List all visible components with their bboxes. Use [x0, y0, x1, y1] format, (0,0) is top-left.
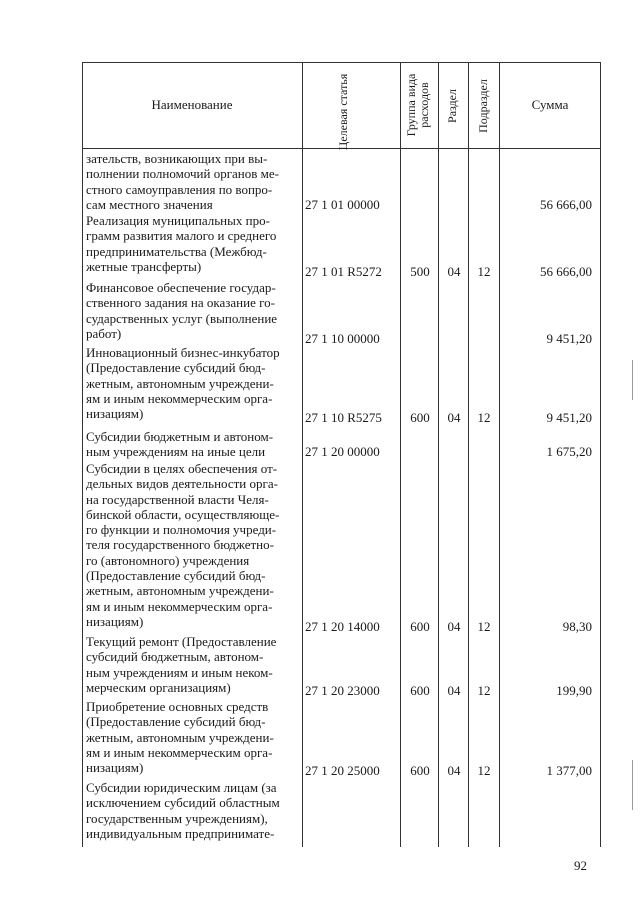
row-sum: 199,90 — [556, 683, 592, 698]
row-group: 500 — [410, 264, 430, 279]
row-podrazdel: 12 — [477, 683, 491, 698]
header-code — [337, 62, 365, 162]
page-number: 92 — [574, 858, 587, 873]
row-group: 600 — [410, 763, 430, 778]
header-group — [405, 62, 433, 148]
header-group-text: Группа вида расходов — [404, 73, 431, 137]
row-code: 27 1 20 00000 — [305, 444, 380, 459]
row-group: 600 — [410, 619, 430, 634]
scan-edge-mark — [632, 760, 633, 810]
row-name: зательств, возникающих при вы- полнении полномочий органов ме- стного самоуправления по вопро- сам местного значения — [86, 151, 279, 212]
row-sum: 1 377,00 — [546, 763, 592, 778]
row-sum: 1 675,20 — [546, 444, 592, 459]
row-razdel: 04 — [447, 619, 461, 634]
header-razdel-text: Раздел — [445, 89, 459, 123]
row-code: 27 1 10 R5275 — [305, 410, 382, 425]
row-group: 600 — [410, 683, 430, 698]
row-sum: 98,30 — [562, 619, 592, 634]
col-border-right — [600, 62, 601, 847]
row-code: 27 1 10 00000 — [305, 331, 380, 346]
header-code-text: Целевая статья — [336, 73, 350, 151]
col-border-name — [302, 62, 303, 847]
row-name: Субсидии в целях обеспечения от- дельных видов деятельности орга- на государственной власти Челя- бинской области, осуществляюще- го функции и полномочия учреди- теля государственного бюджетно- го (автономного) учреждения (Предоставление субсидий бюд- жетным, автономным учреждени- ям и иным некоммерческим орга- низациям) — [86, 461, 280, 629]
header-sum: Сумма — [531, 97, 569, 112]
col-border-razdel — [468, 62, 469, 847]
row-name: Финансовое обеспечение государ- ственного задания на оказание го- сударственных услуг (выполнение работ) — [86, 280, 278, 341]
row-razdel: 04 — [447, 264, 461, 279]
row-razdel: 04 — [447, 763, 461, 778]
col-border-code — [400, 62, 401, 847]
row-podrazdel: 12 — [477, 763, 491, 778]
row-podrazdel: 12 — [477, 264, 491, 279]
header-name: Наименование — [151, 97, 233, 112]
row-name: Инновационный бизнес-инкубатор (Предоставление субсидий бюд- жетным, автономным учреждени- ям и иным некоммерческим орга- низациям) — [86, 345, 280, 422]
row-code: 27 1 20 25000 — [305, 763, 380, 778]
row-code: 27 1 01 00000 — [305, 197, 380, 212]
row-name: Приобретение основных средств (Предоставление субсидий бюд- жетным, автономным учреждени- ям и иным некоммерческим орга- низациям) — [86, 699, 274, 776]
row-code: 27 1 20 14000 — [305, 619, 380, 634]
row-sum: 56 666,00 — [540, 197, 592, 212]
row-name: Субсидии бюджетным и автоном- ным учреждениям на иные цели — [86, 429, 274, 460]
row-name: Реализация муниципальных про- грамм развития малого и среднего предпринимательства (Межбюд- жетные трансферты) — [86, 213, 277, 274]
row-sum: 9 451,20 — [546, 410, 592, 425]
col-border-left — [82, 62, 83, 847]
row-sum: 56 666,00 — [540, 264, 592, 279]
row-podrazdel: 12 — [477, 619, 491, 634]
row-code: 27 1 01 R5272 — [305, 264, 382, 279]
row-podrazdel: 12 — [477, 410, 491, 425]
row-name: Субсидии юридическим лицам (за исключением субсидий областным государственным учреждениям), индивидуальным предпринимате- — [86, 780, 280, 841]
row-name: Текущий ремонт (Предоставление субсидий бюджетным, автоном- ным учреждениям и иным неком- мерческим организациям) — [86, 634, 277, 695]
row-razdel: 04 — [447, 410, 461, 425]
scan-edge-mark — [632, 360, 633, 400]
header-razdel — [446, 76, 460, 136]
row-code: 27 1 20 23000 — [305, 683, 380, 698]
row-razdel: 04 — [447, 683, 461, 698]
row-sum: 9 451,20 — [546, 331, 592, 346]
col-border-group — [438, 62, 439, 847]
row-group: 600 — [410, 410, 430, 425]
header-podrazdel-text: Подраздел — [476, 79, 490, 133]
header-podrazdel — [477, 70, 491, 142]
